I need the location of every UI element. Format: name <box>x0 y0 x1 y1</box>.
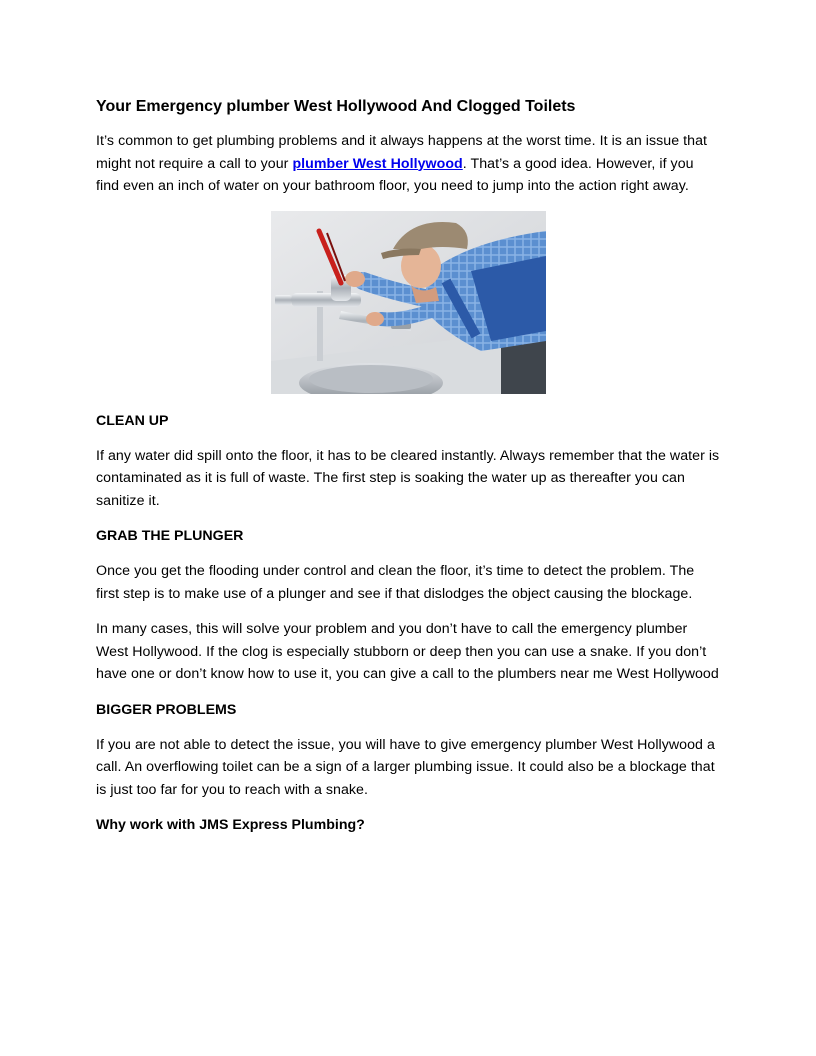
section-heading: BIGGER PROBLEMS <box>96 701 237 718</box>
section-paragraph: If you are not able to detect the issue, you will have to give emergency plumber West Hollywood a call. An overflowing toilet can be a sign of a larger plumbing issue. It could also be a blockage that is just too far for you to reach with a snake. <box>96 736 715 798</box>
intro-text-before: It’s common to get plumbing problems and it always happens at the worst time. It is an issue that might not require a call to your <box>96 133 708 172</box>
intro-text-after: . That’s a good idea. However, if you find even an inch of water on your bathroom floor, you need to jump into the action right away. <box>96 155 694 194</box>
document-page <box>96 96 720 849</box>
closing-heading: Why work with JMS Express Plumbing? <box>96 817 365 833</box>
intro-paragraph <box>96 130 720 198</box>
plumber-west-hollywood-link[interactable]: plumber West Hollywood <box>292 155 463 172</box>
section-heading: CLEAN UP <box>96 412 169 429</box>
section-paragraph: Once you get the flooding under control and clean the floor, it’s time to detect the problem. The first step is to make use of a plunger and see if that dislodges the object causing the blockage. <box>96 563 695 602</box>
section-heading: GRAB THE PLUNGER <box>96 528 244 544</box>
plumber-photo <box>271 211 546 394</box>
document-title: Your Emergency plumber West Hollywood And Clogged Toilets <box>96 98 576 115</box>
section-paragraph: If any water did spill onto the floor, it has to be cleared instantly. Always remember that the water is contaminated as it is full of waste. The first step is soaking the water up as thereafter you can sanitize it. <box>96 447 720 509</box>
section-paragraph: In many cases, this will solve your problem and you don’t have to call the emergency plumber West Hollywood. If the clog is especially stubborn or deep then you can use a snake. If you don’t have one or don’t know how to use it, you can give a call to the plumbers near me West Hollywood <box>96 621 719 682</box>
